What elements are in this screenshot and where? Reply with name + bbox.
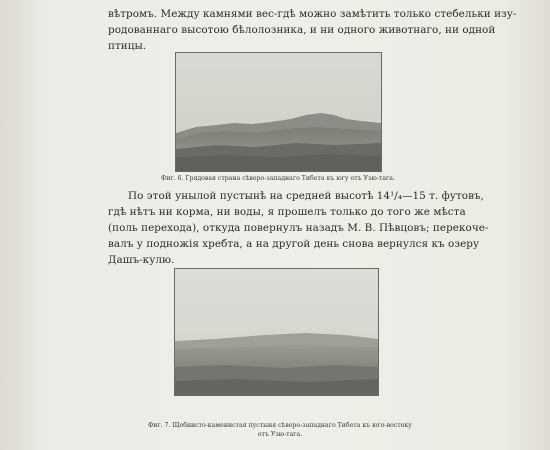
caption-line: отъ Узю-тага. xyxy=(257,431,303,438)
text-line: Дашъ-кулю. xyxy=(108,254,175,266)
text-line: родованнаго высотою бѣлолозника, и ни одного животнаго, ни одной xyxy=(108,24,496,36)
caption-line: Фиг. 7. Щебнисто-каменистая пустыня сѣверо-западнаго Тибета къ юго-востоку xyxy=(148,422,412,429)
text-line: гдѣ нѣтъ ни корма, ни воды, я прошелъ только до того же мѣста xyxy=(108,206,466,218)
figure-7-image xyxy=(174,268,379,396)
figure-6-illustration xyxy=(176,53,381,171)
text-line: птицы. xyxy=(108,40,147,52)
paragraph-top xyxy=(108,6,517,54)
text-line: вѣтромъ. Между камнями вес-гдѣ можно замѣтить только стебельки изу- xyxy=(108,8,517,20)
figure-7-illustration xyxy=(175,269,378,395)
figure-6-image xyxy=(175,52,382,172)
text-line: (поль перехода), откуда повернулъ назадъ М. В. Пѣвцовъ; перекоче- xyxy=(108,222,489,234)
text-line: По этой унылой пустынѣ на средней высотѣ 14¹/₄—15 т. футовъ, xyxy=(128,190,485,202)
paragraph-middle xyxy=(108,188,489,268)
text-line: валъ у подножія хребта, а на другой день снова вернулся къ озеру xyxy=(108,238,480,250)
figure-6-caption: Фиг. 6. Грядовая страна сѣверо-западнаго Тибета къ югу отъ Узю-тага. xyxy=(161,175,395,182)
figure-7-caption xyxy=(110,421,450,439)
